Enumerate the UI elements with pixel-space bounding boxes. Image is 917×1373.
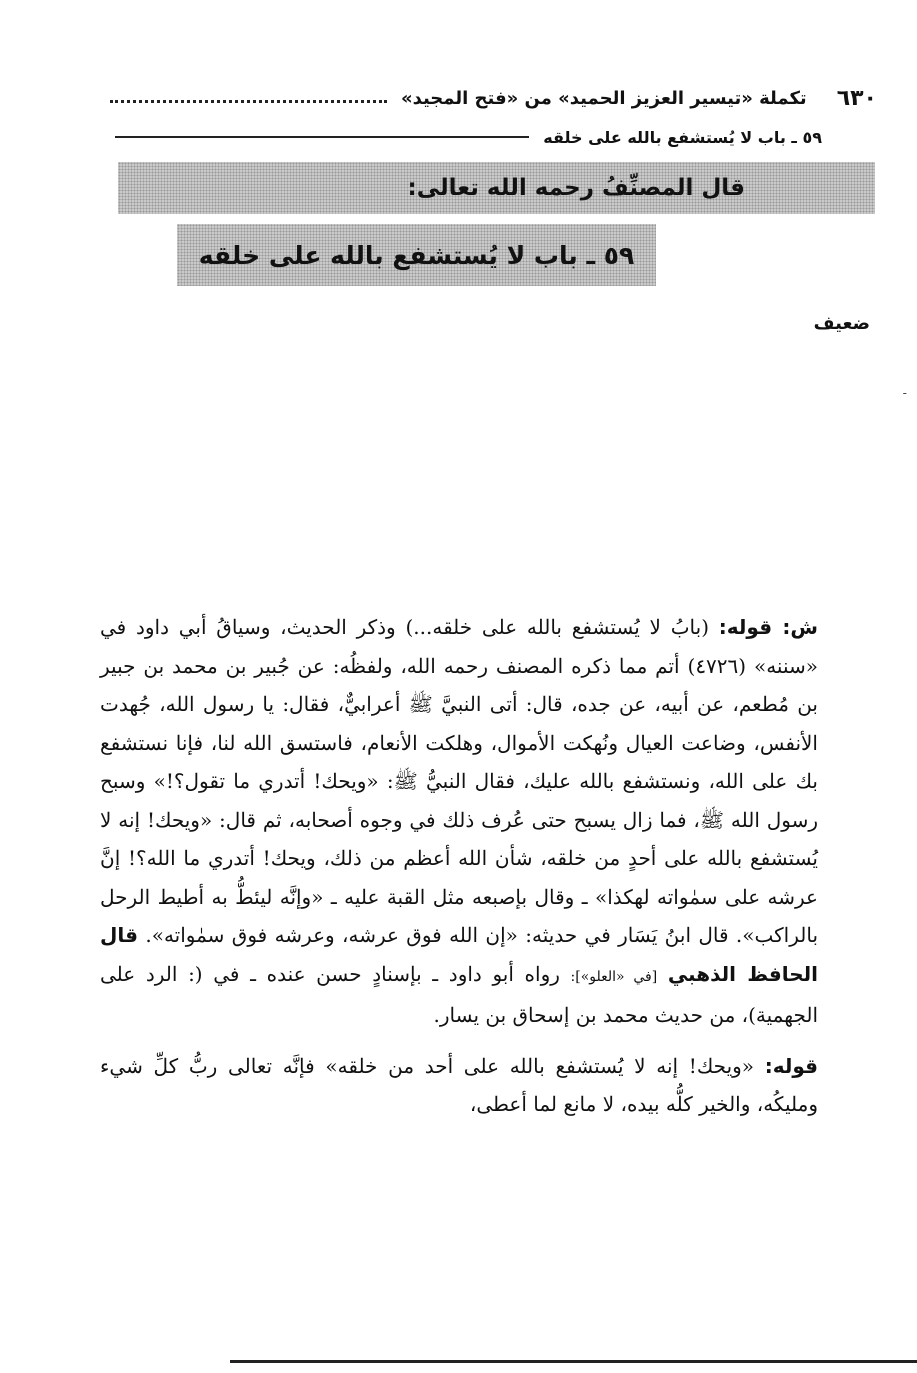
paragraph-text: (بابُ لا يُستشفع بالله على خلقه...) وذكر الحديث، وسياقُ أبي داود في «سننه» (٤٧٢٦) أتم مما ذكره المصنف رحمه الله، ولفظُه: عن جُبير بن محمد بن جبير بن مُطعم، عن أبيه، عن جده، قال: أتى النبيَّ ﷺ أعرابيٌّ، فقال: يا رسول الله، جُهدت الأنفس، وضاعت العيال ونُهكت الأموال، وهلكت الأنعام، فاستسق الله لنا، فإنا نستشفع بك على الله، ونستشفع بالله عليك، فقال النبيُّ ﷺ: «ويحك! أتدري ما تقول؟!» وسبح رسول الله ﷺ، فما زال يسبح حتى عُرف ذلك في وجوه أصحابه، ثم قال: «ويحك! إنه لا يُستشفع بالله على أحدٍ من خلقه، شأن الله أعظم من ذلك، ويحك! أتدري ما الله؟! إنَّ عرشه على سمٰواته لهكذا» ـ وقال بإصبعه مثل القبة عليه ـ «وإنَّه ليئطُّ به أطيط الرحل بالراكب». قال ابنُ يَسَار في حديثه: «إن الله فوق عرشه، وعرشه فوق سمٰواته». [100,615,819,947]
running-chapter-title [115,122,822,152]
chapter-title-text: ٥٩ ـ باب لا يُستشفع بالله على خلقه [543,127,822,147]
page-number: ٦٣٠ [836,85,877,111]
paragraph-label: قوله: [764,1053,819,1078]
running-header [110,78,877,118]
footer-rule [230,1360,917,1363]
book-title: تكملة «تيسير العزيز الحميد» من «فتح المجيد» [400,87,807,109]
dhahabi-label: قال الحافظ الذهبي [100,923,819,986]
commentary-paragraph [100,608,818,1035]
author-heading-text: قال المصنِّفُ رحمه الله تعالى: [407,175,745,201]
hadith-grade: ضعيف [813,313,870,334]
commentary-body [100,608,818,1124]
chapter-rule [115,136,529,138]
commentary-paragraph [100,1047,818,1124]
header-dotted-leader [110,90,387,103]
chapter-heading-text: ٥٩ ـ باب لا يُستشفع بالله على خلقه [198,240,635,270]
margin-mark: - [902,386,907,400]
paragraph-label: ش: قوله: [718,615,819,639]
paragraph-text-end: رواه أبو داود ـ بإسنادٍ حسن عنده ـ في (: الرد على الجهمية)، من حديث محمد بن إسحاق بن يسار. [100,961,818,1027]
author-heading-box [118,162,875,214]
dhahabi-reference: [في «العلو»]: [570,968,658,985]
paragraph-text: «ويحك! إنه لا يُستشفع بالله على أحد من خلقه» فإنَّه تعالى ربُّ كلِّ شيء ومليكُه، والخير كلُّه بيده، لا مانع لما أعطى، [100,1053,818,1116]
chapter-heading-box [177,224,656,286]
